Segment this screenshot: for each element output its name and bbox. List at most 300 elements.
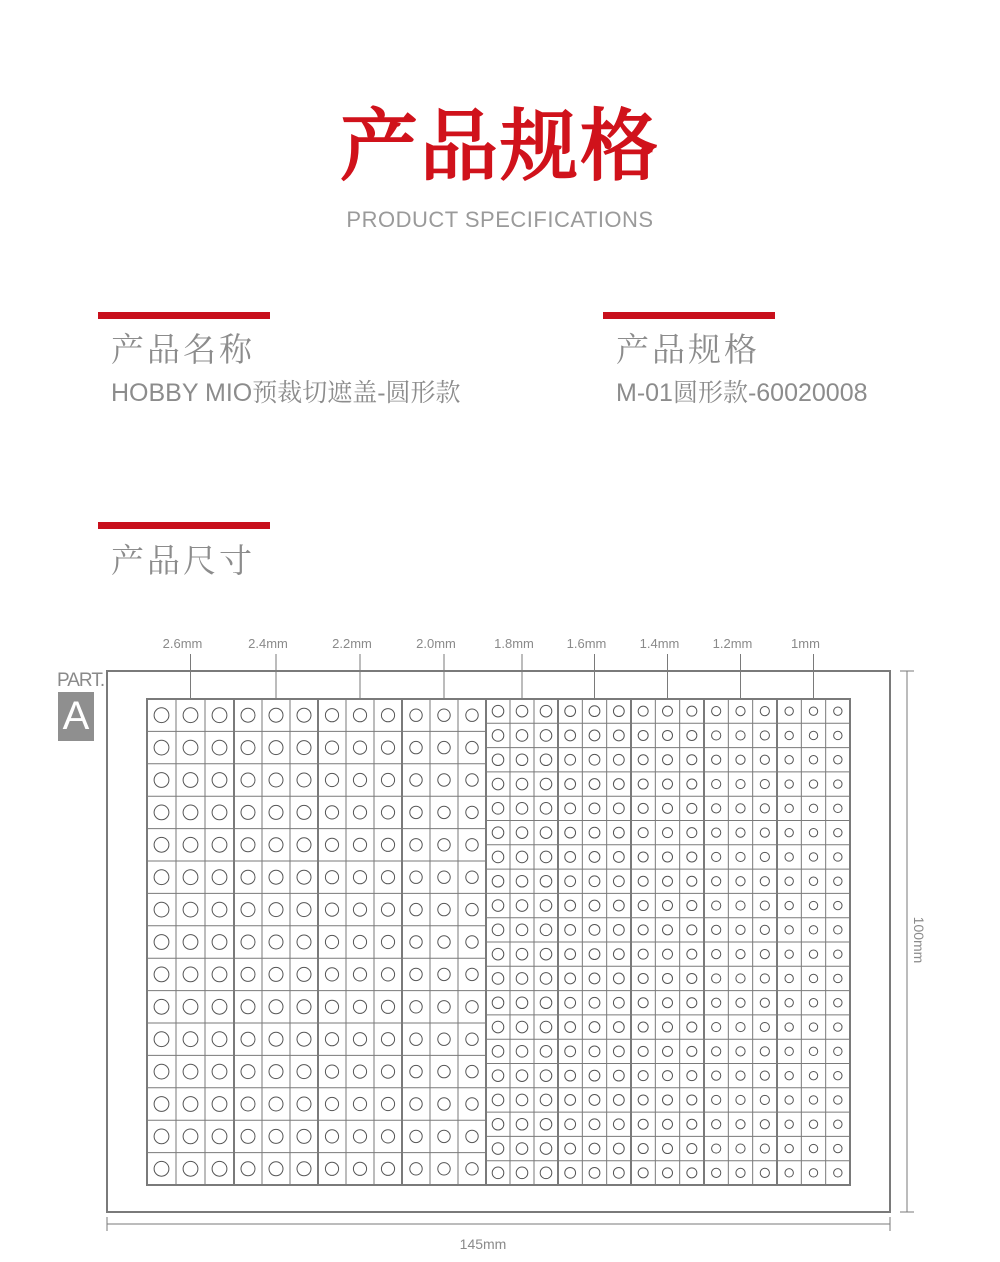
hole-size-label: 2.2mm (332, 636, 372, 651)
mask-hole-circle (297, 1032, 311, 1046)
mask-hole-circle (712, 707, 721, 716)
mask-hole-circle (154, 740, 169, 755)
mask-hole-circle (638, 949, 648, 959)
mask-hole-circle (353, 1065, 366, 1078)
mask-hole-circle (712, 974, 721, 983)
mask-hole-circle (516, 851, 528, 863)
mask-hole-circle (712, 1095, 721, 1104)
mask-hole-circle (183, 1032, 198, 1047)
mask-hole-circle (712, 925, 721, 934)
mask-hole-circle (516, 924, 528, 936)
mask-hole-circle (297, 1129, 311, 1143)
mask-hole-circle (516, 705, 528, 717)
mask-hole-circle (183, 935, 198, 950)
mask-hole-circle (785, 974, 793, 982)
mask-hole-circle (809, 1071, 817, 1079)
mask-hole-circle (241, 870, 255, 884)
mask-hole-circle (540, 1167, 552, 1179)
mask-hole-circle (613, 949, 624, 960)
mask-hole-circle (638, 779, 648, 789)
mask-hole-circle (241, 903, 255, 917)
page-subtitle: PRODUCT SPECIFICATIONS (346, 207, 654, 232)
mask-hole-circle (492, 973, 504, 985)
mask-hole-circle (466, 1163, 478, 1175)
mask-hole-circle (663, 1168, 673, 1178)
mask-hole-circle (183, 1129, 198, 1144)
mask-hole-circle (381, 709, 394, 722)
product-size-accent-bar (98, 522, 270, 529)
mask-hole-circle (712, 1120, 721, 1129)
mask-hole-circle (736, 1168, 745, 1177)
mask-hole-circle (736, 1022, 745, 1031)
hole-group-outline (318, 699, 402, 1185)
mask-hole-circle (492, 1021, 504, 1033)
mask-hole-circle (325, 935, 338, 948)
mask-hole-circle (712, 1022, 721, 1031)
mask-hole-circle (540, 778, 552, 790)
mask-hole-circle (353, 903, 366, 916)
mask-hole-circle (687, 755, 697, 765)
mask-hole-circle (492, 1167, 504, 1179)
mask-hole-circle (785, 1047, 793, 1055)
mask-hole-circle (638, 998, 648, 1008)
mask-hole-circle (736, 779, 745, 788)
mask-hole-circle (466, 1130, 478, 1142)
mask-hole-circle (516, 1046, 528, 1058)
mask-hole-circle (492, 1070, 504, 1082)
height-dimension-label: 100mm (911, 916, 927, 964)
mask-hole-circle (809, 731, 817, 739)
mask-hole-circle (785, 926, 793, 934)
mask-hole-circle (589, 803, 600, 814)
mask-hole-circle (712, 1168, 721, 1177)
hole-size-label: 1.2mm (712, 636, 753, 651)
mask-hole-circle (687, 852, 697, 862)
mask-hole-circle (638, 1144, 648, 1154)
mask-hole-circle (540, 973, 552, 985)
mask-hole-circle (353, 806, 366, 819)
mask-hole-circle (212, 1064, 227, 1079)
mask-hole-circle (565, 997, 576, 1008)
mask-hole-circle (687, 949, 697, 959)
mask-hole-circle (834, 780, 842, 788)
mask-hole-circle (492, 851, 504, 863)
mask-hole-circle (663, 1095, 673, 1105)
mask-hole-circle (736, 974, 745, 983)
mask-hole-circle (638, 973, 648, 983)
mask-hole-circle (492, 1094, 504, 1106)
mask-hole-circle (438, 1033, 450, 1045)
mask-hole-circle (297, 1162, 311, 1176)
mask-hole-circle (613, 876, 624, 887)
mask-hole-circle (565, 1167, 576, 1178)
mask-hole-circle (760, 974, 769, 983)
mask-hole-circle (589, 852, 600, 863)
mask-hole-circle (663, 1144, 673, 1154)
mask-hole-circle (834, 731, 842, 739)
mask-hole-circle (410, 936, 422, 948)
mask-hole-circle (663, 852, 673, 862)
mask-hole-circle (687, 779, 697, 789)
mask-hole-circle (492, 875, 504, 887)
mask-hole-circle (381, 968, 394, 981)
mask-hole-circle (353, 709, 366, 722)
mask-hole-circle (381, 1130, 394, 1143)
mask-hole-circle (154, 902, 169, 917)
mask-hole-circle (663, 998, 673, 1008)
mask-hole-circle (438, 839, 450, 851)
mask-hole-circle (638, 1168, 648, 1178)
product-name-label: 产品名称 (111, 330, 255, 369)
mask-hole-circle (241, 935, 255, 949)
mask-hole-circle (381, 1065, 394, 1078)
mask-hole-circle (834, 877, 842, 885)
mask-hole-circle (613, 997, 624, 1008)
mask-hole-circle (540, 1021, 552, 1033)
mask-hole-circle (613, 803, 624, 814)
mask-hole-circle (297, 741, 311, 755)
mask-hole-circle (663, 1022, 673, 1032)
mask-hole-circle (760, 925, 769, 934)
mask-hole-circle (154, 1064, 169, 1079)
mask-hole-circle (540, 875, 552, 887)
mask-hole-circle (687, 828, 697, 838)
mask-hole-circle (687, 803, 697, 813)
mask-hole-circle (809, 1120, 817, 1128)
mask-hole-circle (466, 871, 478, 883)
mask-hole-circle (183, 1097, 198, 1112)
mask-hole-circle (325, 1033, 338, 1046)
mask-hole-circle (269, 1000, 283, 1014)
mask-hole-circle (466, 806, 478, 818)
mask-hole-circle (516, 1143, 528, 1155)
mask-hole-circle (712, 1047, 721, 1056)
mask-hole-circle (565, 924, 576, 935)
mask-hole-circle (638, 803, 648, 813)
mask-hole-circle (809, 999, 817, 1007)
mask-hole-circle (516, 948, 528, 960)
mask-hole-circle (613, 1046, 624, 1057)
mask-hole-circle (565, 900, 576, 911)
mask-hole-circle (269, 773, 283, 787)
mask-hole-circle (687, 706, 697, 716)
mask-hole-circle (438, 709, 450, 721)
mask-hole-circle (438, 741, 450, 753)
mask-hole-circle (613, 730, 624, 741)
mask-hole-circle (687, 730, 697, 740)
mask-hole-circle (269, 741, 283, 755)
mask-hole-circle (760, 755, 769, 764)
mask-hole-circle (492, 997, 504, 1009)
mask-hole-circle (760, 1120, 769, 1129)
mask-hole-circle (154, 773, 169, 788)
mask-hole-circle (613, 1119, 624, 1130)
mask-hole-circle (736, 877, 745, 886)
mask-hole-circle (325, 903, 338, 916)
mask-hole-circle (353, 773, 366, 786)
mask-hole-circle (212, 773, 227, 788)
mask-hole-circle (381, 806, 394, 819)
mask-hole-circle (353, 935, 366, 948)
mask-hole-circle (154, 967, 169, 982)
mask-hole-circle (613, 827, 624, 838)
mask-hole-circle (736, 755, 745, 764)
mask-hole-circle (834, 1047, 842, 1055)
mask-hole-circle (438, 968, 450, 980)
mask-hole-circle (638, 730, 648, 740)
mask-hole-circle (353, 1130, 366, 1143)
page-title: 产品规格 (339, 102, 660, 192)
mask-hole-circle (613, 779, 624, 790)
mask-hole-circle (381, 773, 394, 786)
mask-hole-circle (154, 935, 169, 950)
mask-hole-circle (516, 778, 528, 790)
mask-hole-circle (410, 1130, 422, 1142)
mask-hole-circle (687, 876, 697, 886)
mask-hole-circle (516, 754, 528, 766)
mask-hole-circle (834, 707, 842, 715)
mask-hole-circle (183, 740, 198, 755)
mask-hole-circle (663, 949, 673, 959)
mask-hole-circle (834, 828, 842, 836)
mask-hole-circle (381, 1000, 394, 1013)
mask-hole-circle (589, 1167, 600, 1178)
mask-hole-circle (589, 730, 600, 741)
mask-hole-circle (785, 950, 793, 958)
mask-hole-circle (353, 1162, 366, 1175)
mask-hole-circle (613, 852, 624, 863)
mask-hole-circle (834, 1144, 842, 1152)
mask-hole-circle (381, 871, 394, 884)
mask-hole-circle (466, 774, 478, 786)
mask-hole-circle (466, 1001, 478, 1013)
mask-hole-circle (613, 900, 624, 911)
mask-hole-circle (269, 1129, 283, 1143)
mask-hole-circle (353, 838, 366, 851)
mask-hole-circle (540, 1118, 552, 1130)
mask-hole-circle (212, 708, 227, 723)
mask-hole-circle (212, 967, 227, 982)
mask-hole-circle (492, 730, 504, 742)
mask-hole-circle (760, 998, 769, 1007)
mask-hole-circle (663, 1046, 673, 1056)
mask-hole-circle (154, 1097, 169, 1112)
mask-hole-circle (565, 1095, 576, 1106)
mask-hole-circle (466, 968, 478, 980)
product-name-accent-bar (98, 312, 270, 319)
mask-hole-circle (736, 1144, 745, 1153)
mask-hole-circle (466, 709, 478, 721)
mask-hole-circle (809, 1096, 817, 1104)
mask-hole-circle (212, 837, 227, 852)
mask-hole-circle (381, 935, 394, 948)
mask-hole-circle (638, 706, 648, 716)
product-spec-value: M-01圆形款-60020008 (616, 379, 868, 407)
mask-hole-circle (466, 1033, 478, 1045)
mask-hole-circle (492, 1046, 504, 1058)
mask-hole-circle (269, 870, 283, 884)
mask-hole-circle (297, 1097, 311, 1111)
mask-hole-circle (809, 974, 817, 982)
product-spec-label: 产品规格 (616, 330, 760, 369)
mask-hole-circle (638, 876, 648, 886)
mask-hole-circle (760, 1047, 769, 1056)
mask-hole-circle (269, 903, 283, 917)
hole-size-label: 1.8mm (494, 636, 534, 651)
mask-hole-circle (687, 998, 697, 1008)
mask-hole-circle (212, 1032, 227, 1047)
mask-hole-circle (809, 1144, 817, 1152)
hole-size-label: 2.4mm (248, 636, 288, 651)
mask-hole-circle (325, 838, 338, 851)
mask-hole-circle (663, 973, 673, 983)
mask-hole-circle (638, 828, 648, 838)
mask-hole-circle (760, 877, 769, 886)
mask-hole-circle (613, 1022, 624, 1033)
hole-group-outline (147, 699, 234, 1185)
product-spec-accent-bar (603, 312, 775, 319)
mask-hole-circle (687, 1046, 697, 1056)
mask-hole-circle (269, 1162, 283, 1176)
mask-hole-circle (241, 838, 255, 852)
hole-size-label: 2.6mm (162, 636, 203, 651)
mask-hole-circle (589, 949, 600, 960)
mask-hole-circle (638, 901, 648, 911)
mask-hole-circle (183, 1161, 198, 1176)
mask-hole-circle (540, 997, 552, 1009)
mask-hole-circle (540, 803, 552, 815)
mask-hole-circle (809, 926, 817, 934)
mask-hole-circle (466, 741, 478, 753)
mask-hole-circle (565, 1143, 576, 1154)
mask-hole-circle (212, 1161, 227, 1176)
mask-hole-circle (565, 803, 576, 814)
mask-hole-circle (540, 1143, 552, 1155)
mask-hole-circle (687, 1095, 697, 1105)
mask-hole-circle (325, 1130, 338, 1143)
mask-hole-circle (589, 997, 600, 1008)
mask-hole-circle (325, 968, 338, 981)
mask-hole-circle (638, 1022, 648, 1032)
mask-hole-circle (663, 755, 673, 765)
mask-hole-circle (638, 1071, 648, 1081)
mask-hole-circle (736, 950, 745, 959)
mask-hole-circle (736, 731, 745, 740)
mask-hole-circle (760, 804, 769, 813)
mask-hole-circle (540, 1070, 552, 1082)
mask-hole-circle (834, 853, 842, 861)
mask-hole-circle (154, 1129, 169, 1144)
mask-hole-circle (687, 973, 697, 983)
mask-hole-circle (241, 1065, 255, 1079)
mask-hole-circle (760, 852, 769, 861)
mask-hole-circle (760, 828, 769, 837)
mask-hole-circle (785, 999, 793, 1007)
mask-hole-circle (212, 935, 227, 950)
mask-hole-circle (613, 1167, 624, 1178)
mask-hole-circle (353, 1033, 366, 1046)
mask-hole-circle (613, 973, 624, 984)
mask-hole-circle (834, 756, 842, 764)
mask-hole-circle (516, 803, 528, 815)
mask-hole-circle (834, 901, 842, 909)
mask-hole-circle (241, 708, 255, 722)
mask-hole-circle (712, 950, 721, 959)
mask-hole-circle (809, 1047, 817, 1055)
mask-hole-circle (785, 780, 793, 788)
mask-hole-circle (183, 1064, 198, 1079)
mask-hole-circle (785, 877, 793, 885)
mask-hole-circle (154, 1032, 169, 1047)
mask-hole-circle (638, 755, 648, 765)
mask-hole-circle (565, 779, 576, 790)
hole-size-label: 1mm (791, 636, 820, 651)
mask-hole-circle (687, 1119, 697, 1129)
mask-hole-circle (410, 903, 422, 915)
mask-hole-circle (663, 1119, 673, 1129)
mask-hole-circle (712, 901, 721, 910)
mask-hole-circle (297, 805, 311, 819)
mask-hole-circle (325, 806, 338, 819)
mask-hole-circle (565, 949, 576, 960)
mask-hole-circle (438, 1001, 450, 1013)
mask-hole-circle (325, 741, 338, 754)
mask-hole-circle (589, 827, 600, 838)
mask-hole-circle (785, 731, 793, 739)
mask-hole-circle (687, 925, 697, 935)
mask-hole-circle (760, 950, 769, 959)
mask-hole-circle (212, 870, 227, 885)
mask-hole-circle (565, 973, 576, 984)
mask-hole-circle (183, 902, 198, 917)
mask-hole-circle (241, 1129, 255, 1143)
mask-hole-circle (410, 1065, 422, 1077)
mask-hole-circle (736, 1071, 745, 1080)
mask-hole-circle (809, 901, 817, 909)
mask-hole-circle (687, 1168, 697, 1178)
mask-hole-circle (809, 1023, 817, 1031)
mask-hole-circle (297, 935, 311, 949)
mask-hole-circle (760, 731, 769, 740)
mask-hole-circle (834, 950, 842, 958)
mask-hole-circle (410, 1001, 422, 1013)
mask-hole-circle (589, 1046, 600, 1057)
mask-hole-circle (241, 1000, 255, 1014)
mask-hole-circle (589, 973, 600, 984)
product-name-value: HOBBY MIO预裁切遮盖-圆形款 (111, 379, 461, 407)
mask-hole-circle (269, 1097, 283, 1111)
mask-hole-circle (381, 1162, 394, 1175)
mask-hole-circle (687, 1144, 697, 1154)
mask-hole-circle (565, 1070, 576, 1081)
mask-hole-circle (353, 741, 366, 754)
part-letter-badge: A (58, 692, 94, 741)
mask-hole-circle (466, 839, 478, 851)
mask-hole-circle (638, 925, 648, 935)
mask-hole-circle (381, 1097, 394, 1110)
mask-hole-circle (212, 805, 227, 820)
mask-hole-circle (760, 1168, 769, 1177)
mask-hole-circle (785, 1169, 793, 1177)
mask-hole-circle (638, 1119, 648, 1129)
mask-hole-circle (516, 730, 528, 742)
width-dimension-label: 145mm (459, 1236, 507, 1252)
mask-hole-circle (183, 999, 198, 1014)
mask-hole-circle (516, 875, 528, 887)
mask-hole-circle (297, 967, 311, 981)
mask-hole-circle (297, 708, 311, 722)
mask-hole-circle (183, 773, 198, 788)
